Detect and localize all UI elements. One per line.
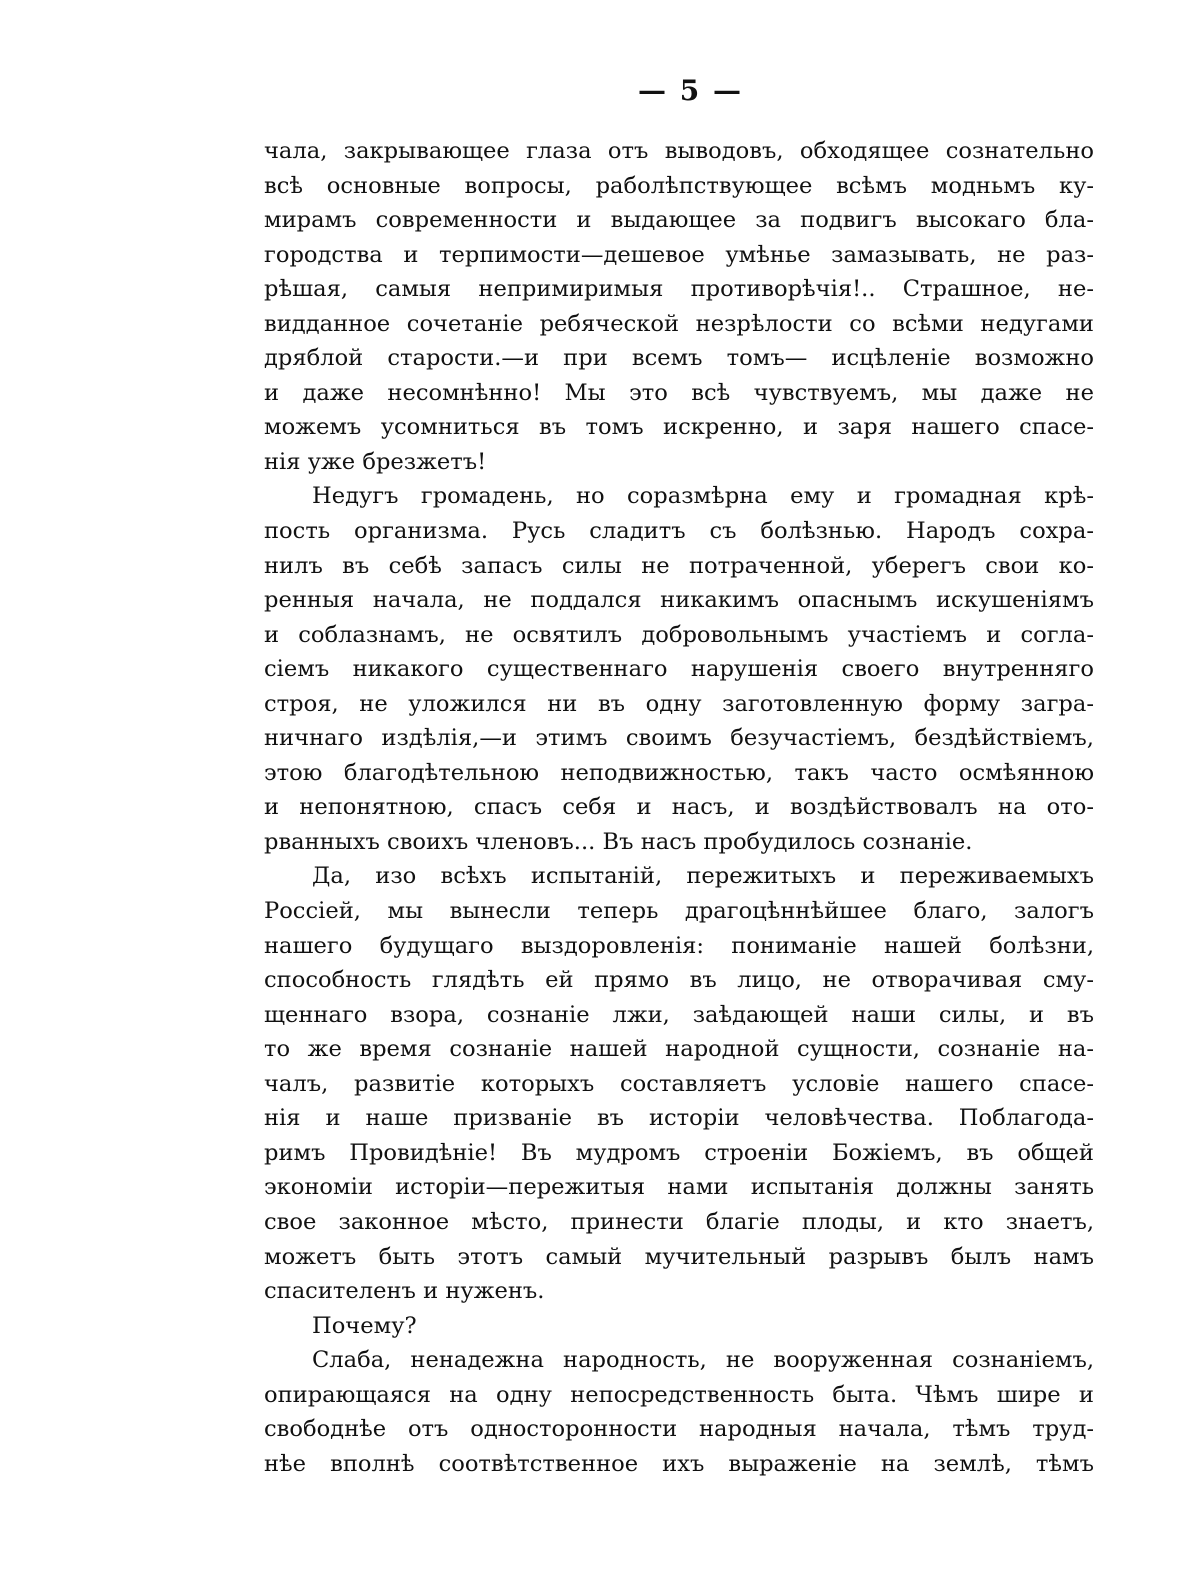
text-line: всѣ основные вопросы, раболѣпствующее всѣмъ модньмъ ку- bbox=[264, 172, 1094, 199]
text-line: нія уже брезжетъ! bbox=[264, 448, 487, 475]
text-line: можетъ быть этотъ самый мучительный разрывъ былъ намъ bbox=[264, 1243, 1094, 1270]
page-number: — 5 — bbox=[638, 74, 743, 107]
text-line: и непонятною, спасъ себя и насъ, и воздѣйствовалъ на ото- bbox=[264, 794, 1094, 821]
text-line: Россіей, мы вынесли теперь драгоцѣннѣйшее благо, залогъ bbox=[264, 898, 1094, 925]
body-text bbox=[264, 134, 1094, 1481]
text-line: щеннаго взора, сознаніе лжи, заѣдающей наши силы, и въ bbox=[264, 1001, 1094, 1028]
text-line: экономіи исторіи—пережитыя нами испытанія должны занять bbox=[264, 1174, 1094, 1201]
text-line: свое законное мѣсто, принести благіе плоды, и кто знаетъ, bbox=[264, 1208, 1094, 1235]
text-line: мирамъ современности и выдающее за подвигъ высокаго бла- bbox=[264, 207, 1094, 234]
text-line: рванныхъ своихъ членовъ... Въ насъ пробудилось сознаніе. bbox=[264, 828, 973, 855]
text-line: чала, закрывающее глаза отъ выводовъ, обходящее сознательно bbox=[264, 138, 1094, 164]
text-line: Недугъ громадень, но соразмѣрна ему и громадная крѣ- bbox=[312, 483, 1094, 510]
text-line: дряблой старости.—и при всемъ томъ— исцѣленіе возможно bbox=[264, 345, 1094, 372]
text-line: сіемъ никакого существеннаго нарушенія своего внутренняго bbox=[264, 656, 1094, 683]
text-line: способность глядѣть ей прямо въ лицо, не отворачивая сму- bbox=[264, 967, 1094, 994]
text-line: этою благодѣтельною неподвижностью, такъ часто осмѣянною bbox=[264, 759, 1094, 786]
text-line: строя, не уложился ни въ одну заготовленную форму загра- bbox=[264, 690, 1094, 717]
text-line: ничнаго издѣлія,—и этимъ своимъ безучастіемъ, бездѣйствіемъ, bbox=[264, 725, 1094, 752]
text-line: рѣшая, самыя непримиримыя противорѣчія!.. Страшное, не- bbox=[264, 276, 1094, 303]
text-line: и даже несомнѣнно! Мы это всѣ чувствуемъ, мы даже не bbox=[264, 379, 1094, 406]
text-line: свободнѣе отъ односторонности народныя начала, тѣмъ труд- bbox=[264, 1416, 1094, 1443]
text-line: нія и наше призваніе въ исторіи человѣчества. Поблагода- bbox=[264, 1105, 1094, 1132]
text-line: пость организма. Русь сладитъ съ болѣзнью. Народъ сохра- bbox=[264, 518, 1094, 545]
text-line: Почему? bbox=[312, 1312, 417, 1339]
text-line: то же время сознаніе нашей народной сущности, сознаніе на- bbox=[264, 1036, 1094, 1063]
text-line: нилъ въ себѣ запасъ силы не потраченной, уберегъ свои ко- bbox=[264, 552, 1094, 579]
text-line: Слаба, ненадежна народность, не вооруженная сознаніемъ, bbox=[312, 1347, 1094, 1374]
text-line: нашего будущаго выздоровленія: пониманіе нашей болѣзни, bbox=[264, 932, 1094, 959]
text-line: и соблазнамъ, не освятилъ добровольнымъ участіемъ и согла- bbox=[264, 621, 1094, 648]
text-line: можемъ усомниться въ томъ искренно, и заря нашего спасе- bbox=[264, 414, 1094, 441]
text-line: опирающаяся на одну непосредственность быта. Чѣмъ шире и bbox=[264, 1381, 1094, 1408]
text-line: римъ Провидѣніе! Въ мудромъ строеніи Божіемъ, въ общей bbox=[264, 1139, 1094, 1166]
text-line: видданное сочетаніе ребяческой незрѣлости со всѣми недугами bbox=[264, 310, 1094, 337]
text-line: городства и терпимости—дешевое умѣнье замазывать, не раз- bbox=[264, 241, 1094, 268]
text-line: ренныя начала, не поддался никакимъ опаснымъ искушеніямъ bbox=[264, 587, 1094, 614]
text-line: нѣе вполнѣ соотвѣтственное ихъ выраженіе на землѣ, тѣмъ bbox=[264, 1450, 1094, 1477]
text-line: чалъ, развитіе которыхъ составляетъ условіе нашего спасе- bbox=[264, 1070, 1094, 1097]
text-line: спасителенъ и нуженъ. bbox=[264, 1278, 545, 1305]
text-line: Да, изо всѣхъ испытаній, пережитыхъ и переживаемыхъ bbox=[312, 863, 1094, 890]
